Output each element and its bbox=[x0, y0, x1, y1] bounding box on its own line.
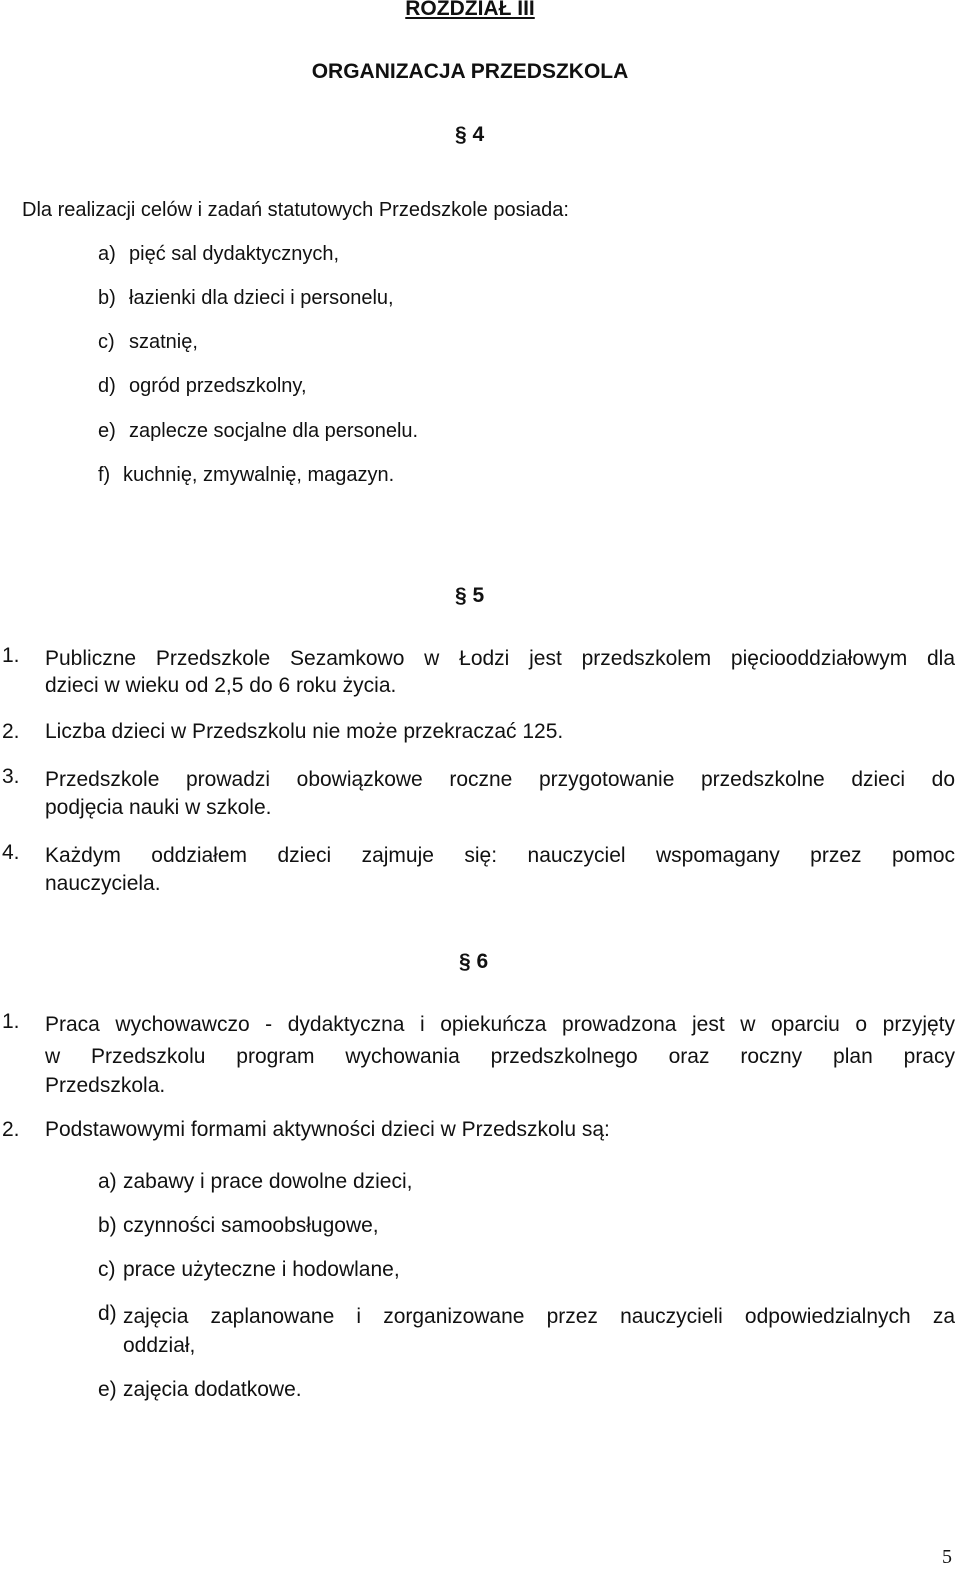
list-item-label: b) bbox=[98, 1214, 117, 1237]
list-item-text: ogród przedszkolny, bbox=[129, 375, 307, 397]
list-item-label: a) bbox=[98, 1170, 117, 1193]
point-number: 4. bbox=[2, 841, 20, 864]
point-text-line: Każdym oddziałem dzieci zajmuje się: nauczyciel wspomagany przez pomoc bbox=[45, 844, 955, 867]
point-text-line: Liczba dzieci w Przedszkolu nie może przekraczać 125. bbox=[45, 720, 564, 743]
chapter-heading: ROZDZIAŁ III bbox=[405, 0, 535, 20]
list-item-label: d) bbox=[98, 1302, 117, 1325]
point-number: 2. bbox=[2, 1118, 20, 1141]
list-item-text: oddział, bbox=[123, 1334, 196, 1357]
point-text-line: podjęcia nauki w szkole. bbox=[45, 796, 272, 819]
list-item-text: łazienki dla dzieci i personelu, bbox=[129, 287, 394, 309]
list-item-text: czynności samoobsługowe, bbox=[123, 1214, 379, 1237]
point-text-line: Praca wychowawczo - dydaktyczna i opiekuńcza prowadzona jest w oparciu o przyjęty bbox=[45, 1013, 955, 1036]
point-text-line: nauczyciela. bbox=[45, 872, 161, 895]
list-item-text: zajęcia dodatkowe. bbox=[123, 1378, 302, 1401]
point-text-line: Publiczne Przedszkole Sezamkowo w Łodzi jest przedszkolem pięciooddziałowym dla bbox=[45, 647, 955, 670]
point-number: 2. bbox=[2, 720, 20, 743]
list-item-text: kuchnię, zmywalnię, magazyn. bbox=[123, 464, 395, 486]
list-item-label: a) bbox=[98, 243, 116, 265]
list-item-text: prace użyteczne i hodowlane, bbox=[123, 1258, 400, 1281]
paragraph-4-heading: § 4 bbox=[455, 123, 485, 146]
point-text-line: dzieci w wieku od 2,5 do 6 roku życia. bbox=[45, 674, 397, 697]
list-item-label: e) bbox=[98, 420, 116, 442]
paragraph-6-heading: § 6 bbox=[459, 950, 489, 973]
list-item-text: zajęcia zaplanowane i zorganizowane przez nauczycieli odpowiedzialnych za bbox=[123, 1305, 955, 1328]
list-item-label: b) bbox=[98, 287, 116, 309]
paragraph-5-heading: § 5 bbox=[455, 584, 485, 607]
point-number: 1. bbox=[2, 1010, 20, 1033]
list-item-text: pięć sal dydaktycznych, bbox=[129, 243, 340, 265]
point-number: 1. bbox=[2, 644, 20, 667]
point-text-line: w Przedszkolu program wychowania przedszkolnego oraz roczny plan pracy bbox=[45, 1045, 955, 1068]
list-item-text: szatnię, bbox=[129, 331, 198, 353]
list-item-text: zabawy i prace dowolne dzieci, bbox=[123, 1170, 413, 1193]
section-title: ORGANIZACJA PRZEDSZKOLA bbox=[311, 60, 629, 83]
point-text-line: Podstawowymi formami aktywności dzieci w Przedszkolu są: bbox=[45, 1118, 610, 1141]
point-text-line: Przedszkole prowadzi obowiązkowe roczne przygotowanie przedszkolne dzieci do bbox=[45, 768, 955, 791]
list-item-text: zaplecze socjalne dla personelu. bbox=[129, 420, 419, 442]
list-item-label: c) bbox=[98, 331, 115, 353]
list-item-label: c) bbox=[98, 1258, 116, 1281]
point-number: 3. bbox=[2, 765, 20, 788]
page-number: 5 bbox=[942, 1546, 952, 1568]
list-item-label: d) bbox=[98, 375, 116, 397]
list-item-label: e) bbox=[98, 1378, 117, 1401]
point-text-line: Przedszkola. bbox=[45, 1074, 166, 1097]
list-item-label: f) bbox=[98, 464, 111, 486]
paragraph-4-intro: Dla realizacji celów i zadań statutowych Przedszkole posiada: bbox=[22, 199, 569, 221]
